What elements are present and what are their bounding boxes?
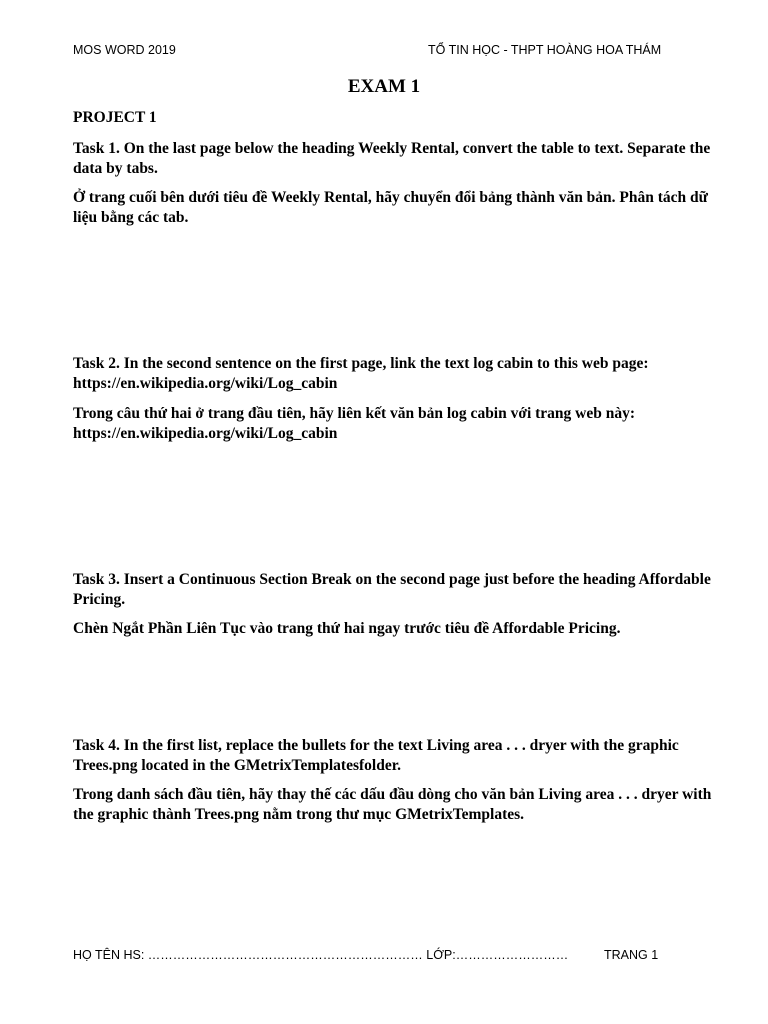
header-subject: MOS WORD 2019 (73, 43, 176, 57)
task-2-english: Task 2. In the second sentence on the first page, link the text log cabin to this web page: https://en.wikipedia.org/wiki/Log_cabin (73, 355, 649, 392)
task-1-english: Task 1. On the last page below the heading Weekly Rental, convert the table to text. Separate the data by tabs. (73, 140, 711, 177)
task-1-vietnamese: Ở trang cuối bên dưới tiêu đề Weekly Rental, hãy chuyển đổi bảng thành văn bản. Phân tách dữ liệu bằng các tab. (73, 189, 708, 226)
project-title: PROJECT 1 (73, 109, 157, 126)
task-3-english: Task 3. Insert a Continuous Section Break on the second page just before the heading Affordable Pricing. (73, 571, 711, 608)
exam-title: EXAM 1 (347, 76, 421, 97)
header-school: TỔ TIN HỌC - THPT HOÀNG HOA THÁM (428, 43, 662, 57)
task-4-english: Task 4. In the first list, replace the bullets for the text Living area . . . dryer with the graphic Trees.png located in the GMetrixTemplatesfolder. (73, 737, 679, 774)
task-2-vietnamese: Trong câu thứ hai ở trang đầu tiên, hãy liên kết văn bản log cabin với trang web này: https://en.wikipedia.org/wiki/Log_cabin (73, 405, 636, 442)
footer-page-number: TRANG 1 (604, 948, 659, 962)
footer-student-info: HỌ TÊN HS: ………………………………………………………… LỚP:……………………… (73, 948, 569, 962)
task-3-vietnamese: Chèn Ngắt Phần Liên Tục vào trang thứ hai ngay trước tiêu đề Affordable Pricing. (73, 620, 621, 637)
task-4-vietnamese: Trong danh sách đầu tiên, hãy thay thế các dấu đầu dòng cho văn bản Living area . . . dryer with the graphic thành Trees.png nằm trong thư mục GMetrixTemplates. (73, 786, 712, 823)
